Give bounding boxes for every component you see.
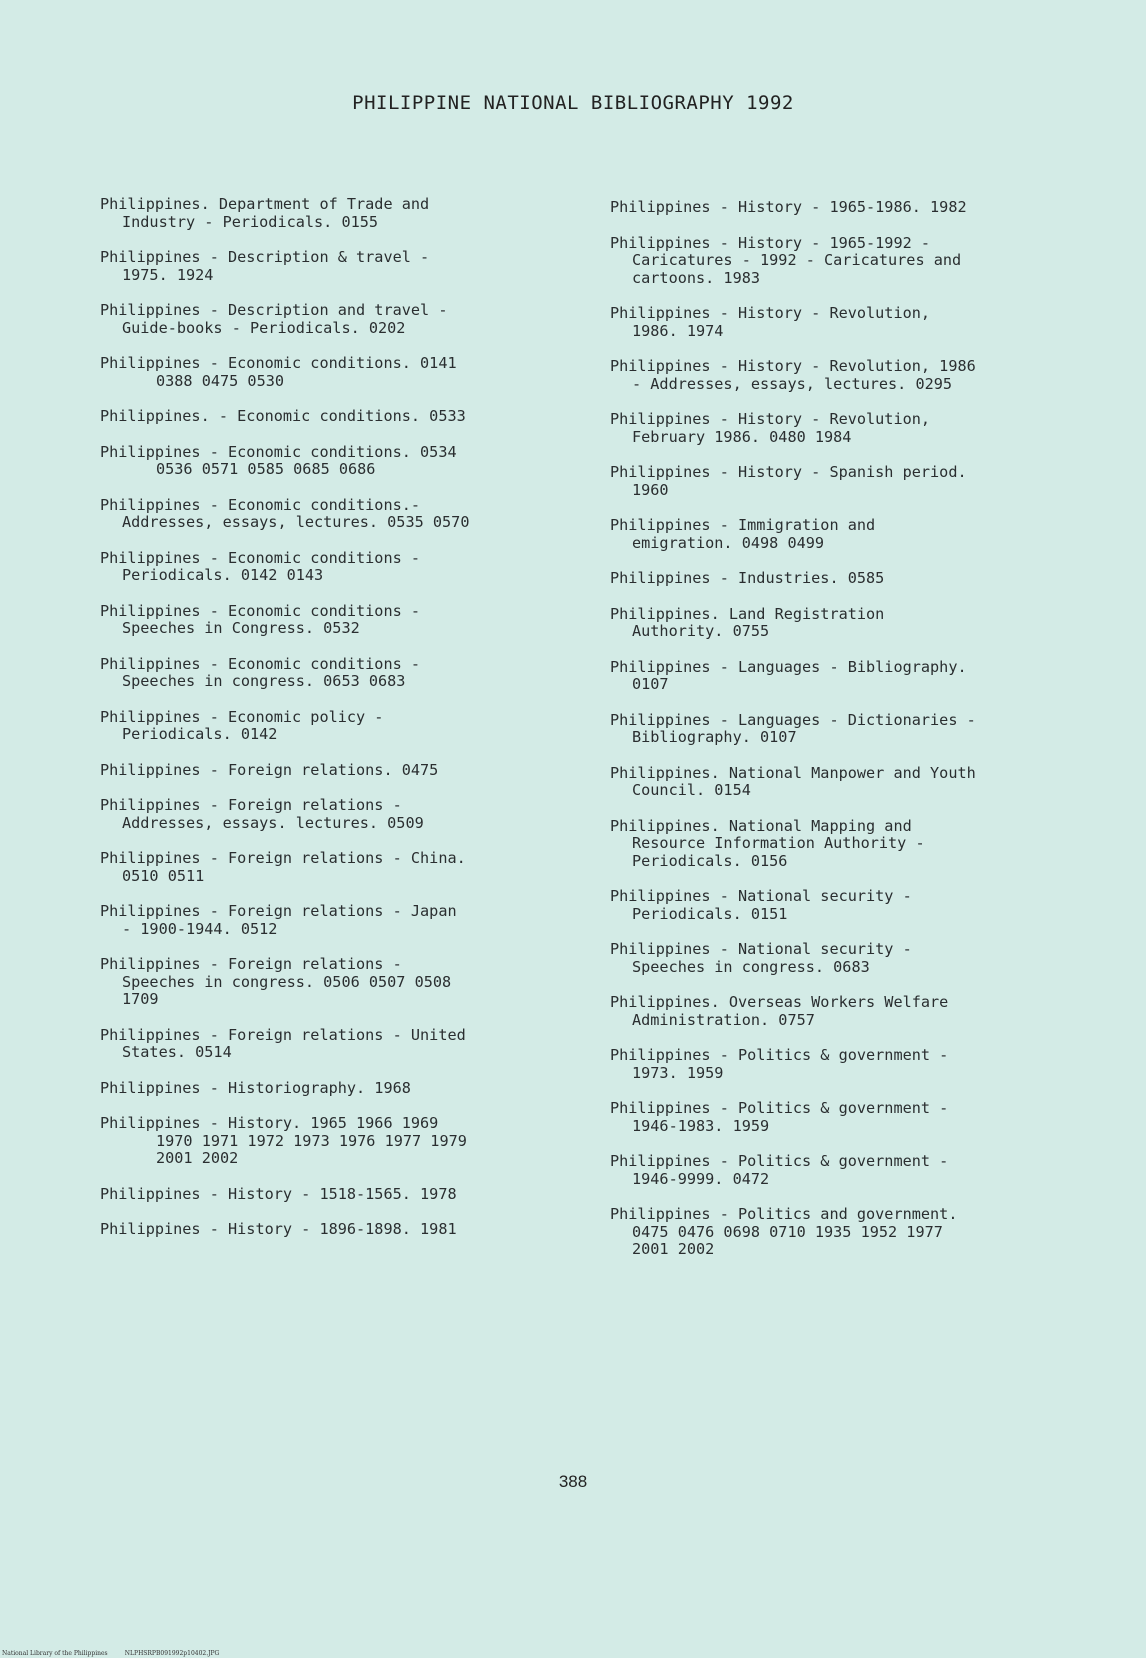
entry-heading-line: Philippines. Land Registration [610, 604, 885, 623]
index-entry [610, 570, 1100, 588]
index-entry [100, 302, 590, 337]
index-entry [610, 659, 1100, 694]
entry-heading-line: Philippines - Economic conditions - [100, 548, 421, 567]
index-entry [610, 1153, 1100, 1188]
entry-continuation-line: 1960 [632, 480, 669, 499]
entry-continuation-line: Addresses, essays. lectures. 0509 [122, 813, 424, 832]
entry-continuation-line: Industry - Periodicals. 0155 [122, 212, 379, 231]
entry-continuation-line: 2001 2002 [632, 1240, 715, 1258]
entry-heading-line: Philippines. Overseas Workers Welfare [610, 993, 949, 1011]
entry-heading-line: Philippines - Economic conditions. 0141 [100, 354, 457, 372]
entry-continuation-line: - 1900-1944. 0512 [122, 919, 278, 938]
entry-continuation-line: 1975. 1924 [122, 265, 214, 284]
entry-continuation-line: Guide-books - Periodicals. 0202 [122, 318, 406, 337]
entry-continuation-line: 0536 0571 0585 0685 0686 [156, 460, 376, 478]
entry-heading-line: Philippines - History - Revolution, [610, 304, 931, 322]
entry-heading-line: Philippines - Languages - Bibliography. [610, 657, 967, 676]
index-entry [610, 994, 1100, 1029]
index-entry [610, 606, 1100, 641]
entry-heading-line: Philippines - Foreign relations - United [100, 1025, 466, 1044]
index-entry [610, 888, 1100, 923]
index-entry [100, 1115, 590, 1168]
entry-heading-line: Philippines - National security - [610, 887, 912, 905]
entry-heading-line: Philippines - History - 1965-1986. 1982 [610, 198, 967, 216]
index-entry [610, 1047, 1100, 1082]
entry-heading-line: Philippines - Foreign relations - China. [100, 849, 466, 867]
entry-continuation-line: 1970 1971 1972 1973 1976 1977 1979 [156, 1131, 467, 1150]
index-entry [100, 656, 590, 691]
entry-continuation-line: 1973. 1959 [632, 1063, 724, 1082]
footer-file-name: NLPHSRPB091992p10402.JPG [124, 1650, 220, 1657]
index-entry [610, 411, 1100, 446]
entry-continuation-line: Periodicals. 0151 [632, 904, 788, 923]
page-title: PHILIPPINE NATIONAL BIBLIOGRAPHY 1992 [352, 92, 794, 114]
entry-continuation-line: 1986. 1974 [632, 321, 724, 340]
entry-continuation-line: February 1986. 0480 1984 [632, 427, 852, 446]
index-entry [610, 199, 1100, 217]
entry-continuation-line: cartoons. 1983 [632, 268, 761, 287]
entry-continuation-line: Periodicals. 0142 0143 [122, 566, 324, 584]
entry-heading-line: Philippines - History - 1896-1898. 1981 [100, 1220, 457, 1238]
index-entry [100, 444, 590, 479]
entry-heading-line: Philippines - Economic conditions - [100, 601, 421, 620]
entry-heading-line: Philippines - Foreign relations. 0475 [100, 760, 439, 779]
entry-continuation-line: 1709 [122, 990, 159, 1008]
entry-continuation-line: Council. 0154 [632, 781, 751, 799]
index-entry [100, 497, 590, 532]
index-entry [100, 1027, 590, 1062]
entry-continuation-line: Periodicals. 0156 [632, 851, 788, 870]
entry-continuation-line: Bibliography. 0107 [632, 728, 797, 746]
entry-continuation-line: Caricatures - 1992 - Caricatures and [632, 251, 962, 269]
entry-heading-line: Philippines - Foreign relations - Japan [100, 902, 457, 920]
entry-heading-line: Philippines - Industries. 0585 [610, 569, 885, 587]
entry-continuation-line: Speeches in Congress. 0532 [122, 619, 360, 637]
index-entry [100, 603, 590, 638]
entry-continuation-line: 1946-1983. 1959 [632, 1116, 770, 1135]
index-entry [610, 517, 1100, 552]
entry-continuation-line: 2001 2002 [156, 1149, 239, 1167]
index-entry [100, 797, 590, 832]
right-index-column [610, 199, 1100, 1277]
entry-heading-line: Philippines - History. 1965 1966 1969 [100, 1114, 439, 1132]
index-entry [100, 709, 590, 744]
entry-continuation-line: Authority. 0755 [632, 622, 770, 640]
entry-continuation-line: Addresses, essays, lectures. 0535 0570 [122, 513, 470, 531]
entry-continuation-line: 0475 0476 0698 0710 1935 1952 1977 [632, 1222, 943, 1241]
left-index-column [100, 196, 590, 1257]
entry-continuation-line: Speeches in congress. 0683 [632, 957, 870, 976]
entry-heading-line: Philippines - History - Revolution, [610, 410, 931, 428]
entry-heading-line: Philippines - Economic policy - [100, 707, 384, 726]
index-entry [100, 1186, 590, 1204]
index-entry [610, 358, 1100, 393]
footer-library-name: National Library of the Philippines [2, 1650, 108, 1657]
entry-heading-line: Philippines - Economic conditions.- [100, 495, 421, 514]
index-entry [100, 1080, 590, 1098]
entry-heading-line: Philippines - History - 1518-1565. 1978 [100, 1184, 457, 1203]
index-entry [100, 249, 590, 284]
entry-heading-line: Philippines - Politics and government. [610, 1205, 958, 1223]
entry-heading-line: Philippines - Foreign relations - [100, 955, 402, 973]
entry-heading-line: Philippines - Description and travel - [100, 301, 448, 319]
index-entry [100, 196, 590, 231]
index-entry [100, 1221, 590, 1239]
entry-heading-line: Philippines - History - Spanish period. [610, 463, 967, 481]
entry-heading-line: Philippines - Languages - Dictionaries - [610, 710, 976, 729]
entry-heading-line: Philippines. National Mapping and [610, 816, 912, 835]
entry-continuation-line: - Addresses, essays, lectures. 0295 [632, 374, 953, 393]
entry-heading-line: Philippines. - Economic conditions. 0533 [100, 407, 466, 425]
entry-heading-line: Philippines - Description & travel - [100, 248, 430, 266]
index-entry [610, 941, 1100, 976]
index-entry [100, 903, 590, 938]
index-entry [100, 762, 590, 780]
index-entry [100, 956, 590, 1009]
entry-continuation-line: Periodicals. 0142 [122, 725, 278, 743]
footer-credit [2, 1650, 219, 1657]
entry-heading-line: Philippines - Foreign relations - [100, 796, 402, 814]
entry-heading-line: Philippines - National security - [610, 940, 912, 958]
entry-heading-line: Philippines - Politics & government - [610, 1152, 949, 1170]
entry-continuation-line: States. 0514 [122, 1043, 232, 1061]
entry-heading-line: Philippines - History - Revolution, 1986 [610, 357, 976, 375]
index-entry [610, 305, 1100, 340]
index-entry [610, 765, 1100, 800]
entry-heading-line: Philippines - Historiography. 1968 [100, 1078, 411, 1097]
entry-heading-line: Philippines - Immigration and [610, 516, 876, 534]
entry-heading-line: Philippines - History - 1965-1992 - [610, 233, 931, 252]
entry-continuation-line: Speeches in congress. 0653 0683 [122, 672, 406, 690]
index-entry [100, 850, 590, 885]
entry-continuation-line: 0107 [632, 675, 669, 693]
index-entry [100, 550, 590, 585]
entry-heading-line: Philippines - Economic conditions - [100, 654, 421, 673]
entry-heading-line: Philippines - Politics & government - [610, 1046, 949, 1064]
entry-continuation-line: emigration. 0498 0499 [632, 533, 825, 552]
index-entry [610, 818, 1100, 871]
entry-continuation-line: Resource Information Authority - [632, 834, 925, 852]
entry-continuation-line: Speeches in congress. 0506 0507 0508 [122, 972, 452, 991]
index-entry [100, 408, 590, 426]
index-entry [610, 712, 1100, 747]
entry-continuation-line: 0388 0475 0530 [156, 371, 285, 390]
entry-heading-line: Philippines. Department of Trade and [100, 195, 430, 213]
page-number: 388 [558, 1472, 588, 1491]
index-entry [100, 355, 590, 390]
entry-continuation-line: 0510 0511 [122, 866, 205, 885]
entry-heading-line: Philippines. National Manpower and Youth [610, 763, 976, 782]
entry-heading-line: Philippines - Politics & government - [610, 1099, 949, 1117]
index-entry [610, 235, 1100, 288]
index-entry [610, 464, 1100, 499]
entry-continuation-line: Administration. 0757 [632, 1010, 815, 1029]
index-entry [610, 1100, 1100, 1135]
entry-heading-line: Philippines - Economic conditions. 0534 [100, 442, 457, 461]
entry-continuation-line: 1946-9999. 0472 [632, 1169, 770, 1188]
index-entry [610, 1206, 1100, 1259]
